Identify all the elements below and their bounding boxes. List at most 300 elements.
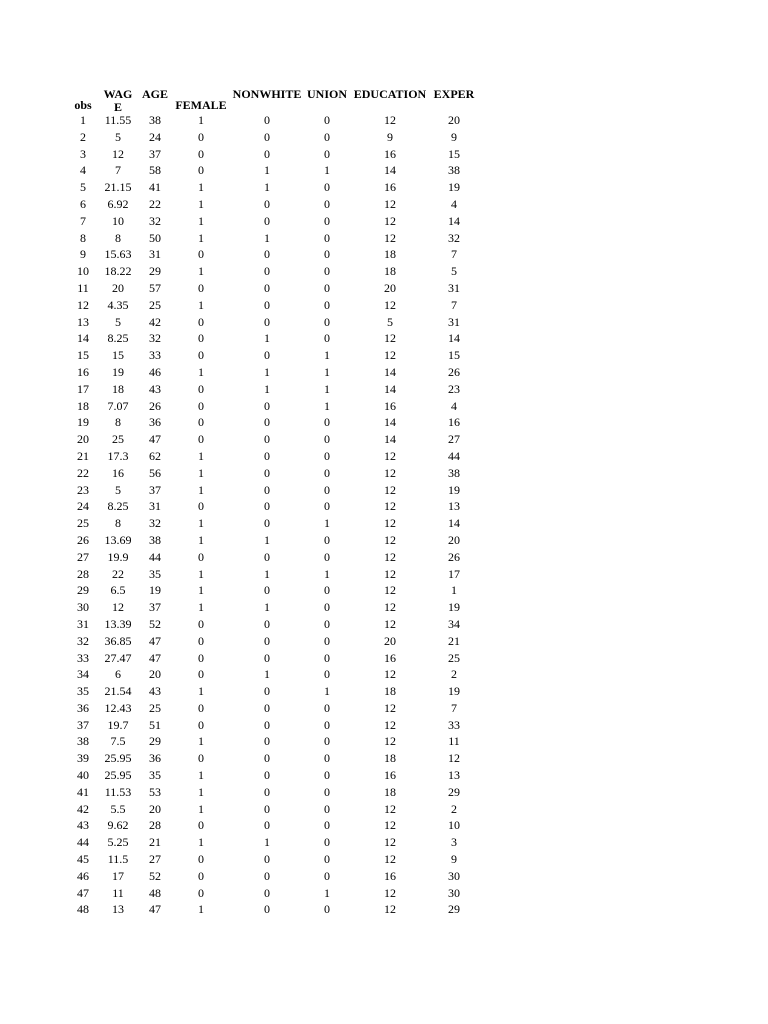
nonwhite-cell: 0: [264, 398, 270, 413]
wage-cell: 6: [115, 667, 121, 682]
wage-cell: 25.95: [104, 768, 132, 783]
obs-cell: 40: [77, 768, 89, 783]
obs-cell: 32: [77, 633, 89, 648]
wage-cell: 16: [112, 465, 124, 480]
column-header-obs: obs: [74, 98, 92, 112]
education-cell: 12: [384, 801, 396, 816]
obs-cell: 20: [77, 432, 89, 447]
exper-cell: 21: [448, 633, 460, 648]
exper-cell: 13: [448, 768, 460, 783]
obs-cell: 47: [77, 885, 89, 900]
table-row: [66, 280, 476, 297]
wage-cell: 19: [112, 364, 124, 379]
female-cell: 1: [198, 196, 204, 211]
nonwhite-cell: 0: [264, 684, 270, 699]
table-row: [66, 347, 476, 364]
union-cell: 0: [324, 835, 330, 850]
table-row: [66, 767, 476, 784]
exper-cell: 13: [448, 499, 460, 514]
nonwhite-cell: 1: [264, 667, 270, 682]
table-row: [66, 549, 476, 566]
nonwhite-cell: 0: [264, 213, 270, 228]
obs-cell: 46: [77, 868, 89, 883]
wage-cell: 18: [112, 381, 124, 396]
exper-cell: 23: [448, 381, 460, 396]
female-cell: 0: [198, 163, 204, 178]
table-row: [66, 297, 476, 314]
column-header-wage: WAGE: [103, 88, 133, 112]
exper-cell: 5: [451, 264, 457, 279]
female-cell: 1: [198, 482, 204, 497]
union-cell: 1: [324, 348, 330, 363]
obs-cell: 19: [77, 415, 89, 430]
female-cell: 0: [198, 616, 204, 631]
age-cell: 19: [149, 583, 161, 598]
education-cell: 16: [384, 768, 396, 783]
union-cell: 0: [324, 230, 330, 245]
female-cell: 1: [198, 113, 204, 127]
wage-cell: 17.3: [107, 448, 129, 463]
wage-cell: 8.25: [107, 331, 129, 346]
wage-cell: 20: [112, 280, 124, 295]
union-cell: 1: [324, 381, 330, 396]
table-row: [66, 330, 476, 347]
wage-cell: 19.9: [107, 549, 129, 564]
education-cell: 12: [384, 297, 396, 312]
wage-cell: 12: [112, 146, 124, 161]
obs-cell: 42: [77, 801, 89, 816]
female-cell: 1: [198, 566, 204, 581]
union-cell: 1: [324, 163, 330, 178]
nonwhite-cell: 1: [264, 566, 270, 581]
age-cell: 38: [149, 113, 161, 127]
education-cell: 12: [384, 600, 396, 615]
exper-cell: 44: [448, 448, 460, 463]
table-row: [66, 230, 476, 247]
union-cell: 0: [324, 146, 330, 161]
age-cell: 44: [149, 549, 161, 564]
union-cell: 0: [324, 650, 330, 665]
nonwhite-cell: 1: [264, 364, 270, 379]
table-row: [66, 465, 476, 482]
age-cell: 20: [149, 801, 161, 816]
table-row: [66, 750, 476, 767]
table-row: [66, 515, 476, 532]
age-cell: 52: [149, 616, 161, 631]
education-cell: 12: [384, 616, 396, 631]
union-cell: 0: [324, 902, 330, 917]
age-cell: 25: [149, 700, 161, 715]
female-cell: 0: [198, 348, 204, 363]
nonwhite-cell: 0: [264, 482, 270, 497]
exper-cell: 30: [448, 868, 460, 883]
nonwhite-cell: 0: [264, 902, 270, 917]
union-cell: 0: [324, 264, 330, 279]
age-cell: 36: [149, 415, 161, 430]
age-cell: 32: [149, 516, 161, 531]
nonwhite-cell: 0: [264, 465, 270, 480]
wage-cell: 7.07: [107, 398, 129, 413]
nonwhite-cell: 0: [264, 734, 270, 749]
exper-cell: 9: [451, 129, 457, 144]
table-row: [66, 784, 476, 801]
female-cell: 1: [198, 684, 204, 699]
column-header-nonwhite: NONWHITE: [232, 88, 302, 101]
female-cell: 0: [198, 751, 204, 766]
obs-cell: 2: [80, 129, 86, 144]
exper-cell: 4: [451, 196, 457, 211]
union-cell: 0: [324, 734, 330, 749]
education-cell: 12: [384, 566, 396, 581]
exper-cell: 15: [448, 146, 460, 161]
age-cell: 37: [149, 146, 161, 161]
table-row: [66, 717, 476, 734]
column-header-female: FEMALE: [175, 98, 227, 112]
nonwhite-cell: 0: [264, 852, 270, 867]
wage-cell: 17: [112, 868, 124, 883]
wage-cell: 11.55: [104, 113, 132, 127]
education-cell: 12: [384, 717, 396, 732]
obs-cell: 24: [77, 499, 89, 514]
table-row: [66, 650, 476, 667]
obs-cell: 48: [77, 902, 89, 917]
union-cell: 0: [324, 113, 330, 127]
female-cell: 0: [198, 700, 204, 715]
wage-cell: 18.22: [104, 264, 132, 279]
obs-cell: 26: [77, 532, 89, 547]
age-cell: 43: [149, 684, 161, 699]
obs-cell: 17: [77, 381, 89, 396]
table-row: [66, 868, 476, 885]
age-cell: 37: [149, 600, 161, 615]
education-cell: 12: [384, 902, 396, 917]
nonwhite-cell: 0: [264, 751, 270, 766]
female-cell: 1: [198, 734, 204, 749]
exper-cell: 33: [448, 717, 460, 732]
wage-cell: 5.25: [107, 835, 129, 850]
age-cell: 53: [149, 784, 161, 799]
age-cell: 25: [149, 297, 161, 312]
union-cell: 0: [324, 616, 330, 631]
female-cell: 1: [198, 448, 204, 463]
union-cell: 1: [324, 398, 330, 413]
female-cell: 1: [198, 768, 204, 783]
exper-cell: 19: [448, 180, 460, 195]
table-row: [66, 414, 476, 431]
education-cell: 12: [384, 465, 396, 480]
nonwhite-cell: 0: [264, 280, 270, 295]
table-row: [66, 666, 476, 683]
age-cell: 57: [149, 280, 161, 295]
education-cell: 12: [384, 583, 396, 598]
exper-cell: 17: [448, 566, 460, 581]
table-body: [66, 112, 476, 918]
union-cell: 1: [324, 885, 330, 900]
union-cell: 0: [324, 700, 330, 715]
nonwhite-cell: 1: [264, 331, 270, 346]
female-cell: 0: [198, 381, 204, 396]
female-cell: 0: [198, 415, 204, 430]
nonwhite-cell: 0: [264, 348, 270, 363]
column-header-union: UNION: [306, 88, 347, 101]
obs-cell: 6: [80, 196, 86, 211]
age-cell: 32: [149, 331, 161, 346]
female-cell: 0: [198, 868, 204, 883]
nonwhite-cell: 0: [264, 448, 270, 463]
wage-cell: 11.5: [107, 852, 129, 867]
exper-cell: 15: [448, 348, 460, 363]
obs-cell: 39: [77, 751, 89, 766]
table-row: [66, 616, 476, 633]
wage-cell: 10: [112, 213, 124, 228]
table-row: [66, 196, 476, 213]
wage-cell: 27.47: [104, 650, 132, 665]
union-cell: 0: [324, 801, 330, 816]
exper-cell: 38: [448, 163, 460, 178]
column-header-education: EDUCATION: [353, 88, 427, 101]
education-cell: 12: [384, 348, 396, 363]
union-cell: 0: [324, 600, 330, 615]
nonwhite-cell: 0: [264, 549, 270, 564]
wage-cell: 13: [112, 902, 124, 917]
education-cell: 16: [384, 398, 396, 413]
union-cell: 1: [324, 566, 330, 581]
table-row: [66, 582, 476, 599]
wage-cell: 5: [115, 314, 121, 329]
union-cell: 0: [324, 784, 330, 799]
wage-cell: 5: [115, 129, 121, 144]
age-cell: 28: [149, 818, 161, 833]
exper-cell: 4: [451, 398, 457, 413]
table-row: [66, 834, 476, 851]
union-cell: 0: [324, 499, 330, 514]
female-cell: 0: [198, 432, 204, 447]
table-row: [66, 532, 476, 549]
column-header-age: AGE: [141, 88, 168, 101]
nonwhite-cell: 0: [264, 616, 270, 631]
education-cell: 12: [384, 499, 396, 514]
age-cell: 29: [149, 264, 161, 279]
education-cell: 16: [384, 146, 396, 161]
exper-cell: 19: [448, 684, 460, 699]
wage-cell: 22: [112, 566, 124, 581]
table-row: [66, 179, 476, 196]
age-cell: 26: [149, 398, 161, 413]
exper-cell: 3: [451, 835, 457, 850]
female-cell: 0: [198, 146, 204, 161]
wage-cell: 8: [115, 516, 121, 531]
exper-cell: 29: [448, 902, 460, 917]
age-cell: 24: [149, 129, 161, 144]
exper-cell: 14: [448, 516, 460, 531]
union-cell: 0: [324, 717, 330, 732]
wage-cell: 8: [115, 230, 121, 245]
age-cell: 27: [149, 852, 161, 867]
obs-cell: 44: [77, 835, 89, 850]
female-cell: 1: [198, 264, 204, 279]
education-cell: 12: [384, 700, 396, 715]
union-cell: 0: [324, 448, 330, 463]
table-row: [66, 683, 476, 700]
union-cell: 0: [324, 415, 330, 430]
age-cell: 56: [149, 465, 161, 480]
female-cell: 0: [198, 885, 204, 900]
exper-cell: 25: [448, 650, 460, 665]
obs-cell: 16: [77, 364, 89, 379]
nonwhite-cell: 0: [264, 784, 270, 799]
union-cell: 0: [324, 280, 330, 295]
obs-cell: 21: [77, 448, 89, 463]
exper-cell: 19: [448, 482, 460, 497]
age-cell: 41: [149, 180, 161, 195]
table-row: [66, 482, 476, 499]
nonwhite-cell: 0: [264, 415, 270, 430]
education-cell: 12: [384, 885, 396, 900]
wage-cell: 36.85: [104, 633, 132, 648]
age-cell: 35: [149, 566, 161, 581]
union-cell: 0: [324, 868, 330, 883]
obs-cell: 31: [77, 616, 89, 631]
exper-cell: 30: [448, 885, 460, 900]
exper-cell: 7: [451, 247, 457, 262]
table-row: [66, 112, 476, 129]
education-cell: 12: [384, 113, 396, 127]
education-cell: 14: [384, 163, 396, 178]
female-cell: 1: [198, 835, 204, 850]
table-row: [66, 213, 476, 230]
nonwhite-cell: 0: [264, 314, 270, 329]
union-cell: 0: [324, 751, 330, 766]
table-row: [66, 700, 476, 717]
female-cell: 0: [198, 331, 204, 346]
exper-cell: 29: [448, 784, 460, 799]
nonwhite-cell: 0: [264, 129, 270, 144]
obs-cell: 1: [80, 113, 86, 127]
obs-cell: 28: [77, 566, 89, 581]
exper-cell: 9: [451, 852, 457, 867]
education-cell: 18: [384, 684, 396, 699]
nonwhite-cell: 0: [264, 432, 270, 447]
column-header-exper: EXPER: [433, 88, 475, 101]
age-cell: 46: [149, 364, 161, 379]
nonwhite-cell: 1: [264, 163, 270, 178]
table-row: [66, 901, 476, 918]
education-cell: 14: [384, 381, 396, 396]
obs-cell: 37: [77, 717, 89, 732]
female-cell: 0: [198, 818, 204, 833]
union-cell: 0: [324, 314, 330, 329]
obs-cell: 29: [77, 583, 89, 598]
nonwhite-cell: 0: [264, 650, 270, 665]
nonwhite-cell: 0: [264, 516, 270, 531]
obs-cell: 25: [77, 516, 89, 531]
female-cell: 1: [198, 532, 204, 547]
wage-cell: 7.5: [110, 734, 126, 749]
union-cell: 0: [324, 583, 330, 598]
union-cell: 0: [324, 818, 330, 833]
education-cell: 12: [384, 835, 396, 850]
nonwhite-cell: 0: [264, 583, 270, 598]
education-cell: 12: [384, 213, 396, 228]
table-row: [66, 599, 476, 616]
education-cell: 12: [384, 818, 396, 833]
table-row: [66, 633, 476, 650]
female-cell: 1: [198, 583, 204, 598]
education-cell: 16: [384, 650, 396, 665]
wage-cell: 25.95: [104, 751, 132, 766]
education-cell: 12: [384, 734, 396, 749]
wage-cell: 9.62: [107, 818, 129, 833]
table-row: [66, 314, 476, 331]
age-cell: 32: [149, 213, 161, 228]
education-cell: 20: [384, 280, 396, 295]
table-row: [66, 263, 476, 280]
wage-cell: 19.7: [107, 717, 129, 732]
age-cell: 38: [149, 532, 161, 547]
education-cell: 12: [384, 230, 396, 245]
education-cell: 20: [384, 633, 396, 648]
obs-cell: 41: [77, 784, 89, 799]
union-cell: 0: [324, 852, 330, 867]
exper-cell: 26: [448, 549, 460, 564]
obs-cell: 12: [77, 297, 89, 312]
female-cell: 1: [198, 465, 204, 480]
age-cell: 58: [149, 163, 161, 178]
wage-cell: 5: [115, 482, 121, 497]
nonwhite-cell: 0: [264, 885, 270, 900]
table-row: [66, 566, 476, 583]
education-cell: 12: [384, 516, 396, 531]
age-cell: 43: [149, 381, 161, 396]
wage-cell: 12: [112, 600, 124, 615]
wage-cell: 15: [112, 348, 124, 363]
table-row: [66, 431, 476, 448]
nonwhite-cell: 0: [264, 113, 270, 127]
union-cell: 0: [324, 768, 330, 783]
wage-cell: 11.53: [104, 784, 132, 799]
age-cell: 31: [149, 247, 161, 262]
nonwhite-cell: 0: [264, 499, 270, 514]
table-row: [66, 498, 476, 515]
age-cell: 62: [149, 448, 161, 463]
table-row: [66, 851, 476, 868]
union-cell: 0: [324, 129, 330, 144]
exper-cell: 16: [448, 415, 460, 430]
education-cell: 12: [384, 482, 396, 497]
exper-cell: 31: [448, 314, 460, 329]
education-cell: 12: [384, 667, 396, 682]
exper-cell: 20: [448, 113, 460, 127]
union-cell: 0: [324, 532, 330, 547]
wage-cell: 7: [115, 163, 121, 178]
exper-cell: 31: [448, 280, 460, 295]
union-cell: 0: [324, 331, 330, 346]
education-cell: 12: [384, 331, 396, 346]
union-cell: 0: [324, 297, 330, 312]
exper-cell: 1: [451, 583, 457, 598]
obs-cell: 8: [80, 230, 86, 245]
education-cell: 16: [384, 868, 396, 883]
exper-cell: 14: [448, 213, 460, 228]
exper-cell: 19: [448, 600, 460, 615]
nonwhite-cell: 0: [264, 146, 270, 161]
obs-cell: 35: [77, 684, 89, 699]
nonwhite-cell: 1: [264, 600, 270, 615]
union-cell: 1: [324, 364, 330, 379]
education-cell: 18: [384, 784, 396, 799]
obs-cell: 13: [77, 314, 89, 329]
age-cell: 47: [149, 902, 161, 917]
